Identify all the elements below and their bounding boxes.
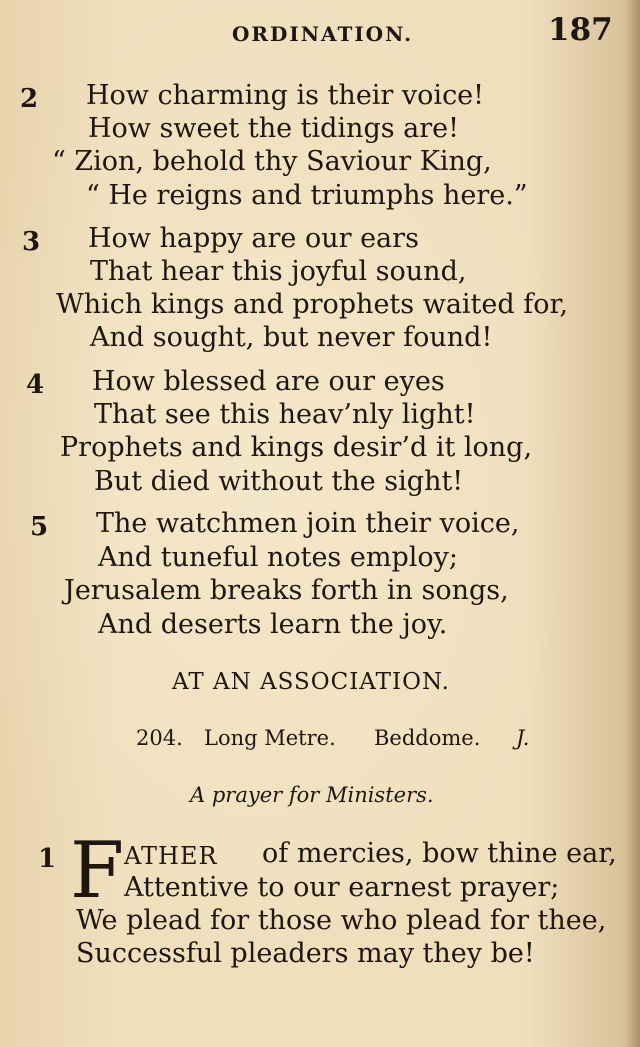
verse-line: But died without the sight! — [94, 466, 464, 497]
running-head: ORDINATION. — [232, 22, 414, 46]
verse-line: That see this heav’nly light! — [94, 399, 476, 430]
verse-line: “ Zion, behold thy Saviour King, — [52, 146, 492, 177]
verse-line: The watchmen join their voice, — [96, 508, 520, 539]
page-number: 187 — [548, 12, 613, 48]
verse-line: How charming is their voice! — [86, 80, 485, 111]
stanza-number: 5 — [30, 512, 49, 542]
hymn-subtitle: A prayer for Ministers. — [190, 783, 434, 807]
verse-line: And tuneful notes employ; — [98, 542, 458, 573]
page-edge-shadow — [626, 0, 640, 1047]
hymn-mark: J. — [516, 726, 530, 750]
section-heading: AT AN ASSOCIATION. — [172, 669, 450, 695]
drop-cap: F — [70, 826, 125, 916]
first-word-rest: ATHER — [124, 842, 218, 870]
stanza-number: 3 — [22, 227, 41, 257]
stanza-number: 1 — [38, 844, 57, 874]
verse-line: And deserts learn the joy. — [98, 609, 448, 640]
stanza-number: 4 — [26, 370, 45, 400]
verse-line: Successful pleaders may they be! — [76, 938, 535, 969]
hymn-metre: Long Metre. — [204, 726, 336, 750]
hymn-number: 204. — [136, 726, 183, 750]
verse-line: That hear this joyful sound, — [90, 256, 467, 287]
verse-line: We plead for those who plead for thee, — [76, 905, 607, 936]
stanza-number: 2 — [20, 84, 39, 114]
verse-line: Prophets and kings desir’d it long, — [60, 432, 533, 463]
verse-line: How blessed are our eyes — [92, 366, 445, 397]
verse-line: And sought, but never found! — [90, 322, 493, 353]
verse-line: Attentive to our earnest prayer; — [124, 872, 560, 903]
hymn-author: Beddome. — [374, 726, 481, 750]
verse-line: of mercies, bow thine ear, — [262, 838, 617, 869]
verse-line: How happy are our ears — [88, 223, 419, 254]
verse-line: Jerusalem breaks forth in songs, — [64, 575, 509, 606]
verse-line: How sweet the tidings are! — [88, 113, 459, 144]
verse-line: Which kings and prophets waited for, — [56, 289, 569, 320]
verse-line: “ He reigns and triumphs here.” — [86, 180, 528, 211]
